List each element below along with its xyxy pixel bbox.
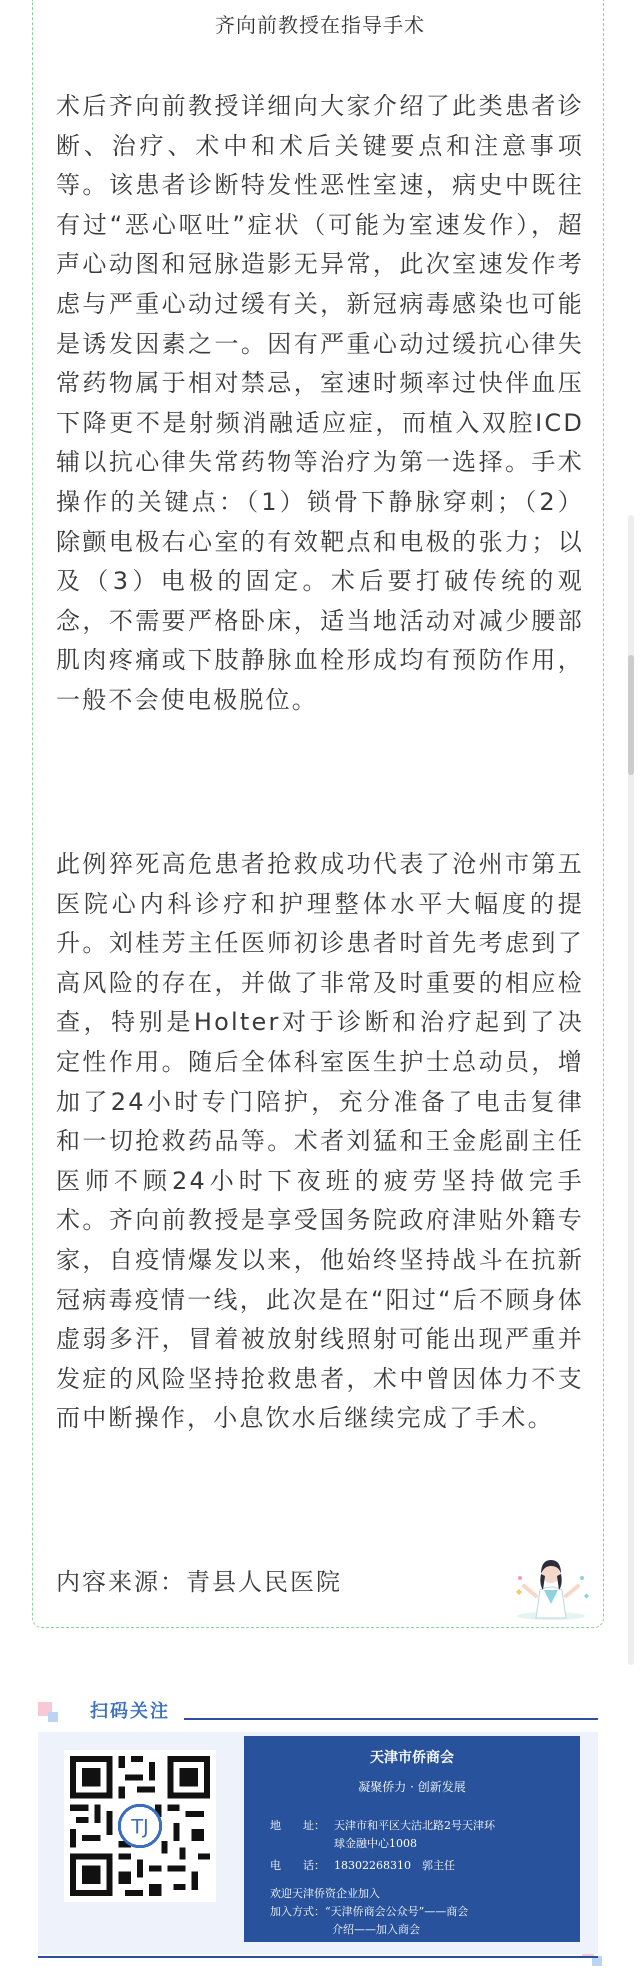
org-name: 天津市侨商会 — [370, 1750, 454, 1766]
phone-value: 18302268310 郭主任 — [334, 1859, 455, 1872]
page-scrollbar[interactable] — [628, 515, 634, 1665]
scrollbar-thumb[interactable] — [628, 655, 634, 775]
content-source: 内容来源：青县人民医院 — [56, 1568, 342, 1596]
qr-frame — [64, 1750, 216, 1902]
join-method-line-1: 加入方式：“天津侨商会公众号”——商会 — [270, 1905, 469, 1918]
image-caption: 齐向前教授在指导手术 — [215, 13, 425, 37]
org-info-panel — [244, 1736, 580, 1942]
address-line-2: 球金融中心1008 — [334, 1837, 417, 1850]
doctor-illustration-icon — [510, 1552, 592, 1622]
qr-code-icon[interactable] — [64, 1750, 216, 1902]
article-paragraph-1: 术后齐向前教授详细向大家介绍了此类患者诊断、治疗、术中和术后关键要点和注意事项等。该患者诊断特发性恶性室速，病史中既往有过“恶心呕吐”症状（可能为室速发作），超声心动图和冠脉造影无异常，此次室速发作考虑与严重心动过缓有关，新冠病毒感染也可能是诱发因素之一。因有严重心动过缓抗心律失常药物属于相对禁忌，室速时频率过快伴血压下降更不是射频消融适应症，而植入双腔ICD辅以抗心律失常药物等治疗为第一选择。手术操作的关键点：（1）锁骨下静脉穿刺；（2）除颤电极右心室的有效靶点和电极的张力；以及（3）电极的固定。术后要打破传统的观念，不需要严格卧床，适当地活动对减少腰部肌肉疼痛或下肢静脉血栓形成均有预防作用，一般不会使电极脱位。 — [56, 92, 584, 714]
phone-label: 电 话： — [270, 1859, 325, 1872]
join-method-line-2: 介绍——加入商会 — [332, 1923, 420, 1936]
address-label: 地 址： — [270, 1819, 325, 1832]
welcome-text: 欢迎天津侨资企业加入 — [270, 1887, 380, 1900]
divider-line — [184, 1718, 598, 1720]
decor-square — [48, 1712, 58, 1722]
article-paragraph-2: 此例猝死高危患者抢救成功代表了沧州市第五医院心内科诊疗和护理整体水平大幅度的提升。刘桂芳主任医师初诊患者时首先考虑到了高风险的存在，并做了非常及时重要的相应检查，特别是Holter对于诊断和治疗起到了决定性作用。随后全体科室医生护士总动员，增加了24小时专门陪护，充分准备了电击复律和一切抢救药品等。术者刘猛和王金彪副主任医师不顾24小时下夜班的疲劳坚持做完手术。齐向前教授是享受国务院政府津贴外籍专家，自疫情爆发以来，他始终坚持战斗在抗新冠病毒疫情一线，此次是在“阳过“后不顾身体虚弱多汗，冒着被放射线照射可能出现严重并发症的风险坚持抢救患者，术中曾因体力不支而中断操作，小息饮水后继续完成了手术。 — [56, 850, 584, 1433]
divider-line — [38, 1956, 598, 1958]
svg-text:TJ: TJ — [131, 1815, 149, 1839]
org-slogan: 凝聚侨力 · 创新发展 — [358, 1780, 466, 1794]
address-line-1: 天津市和平区大沽北路2号天津环 — [334, 1819, 495, 1832]
follow-title: 扫码关注 — [90, 1701, 170, 1722]
